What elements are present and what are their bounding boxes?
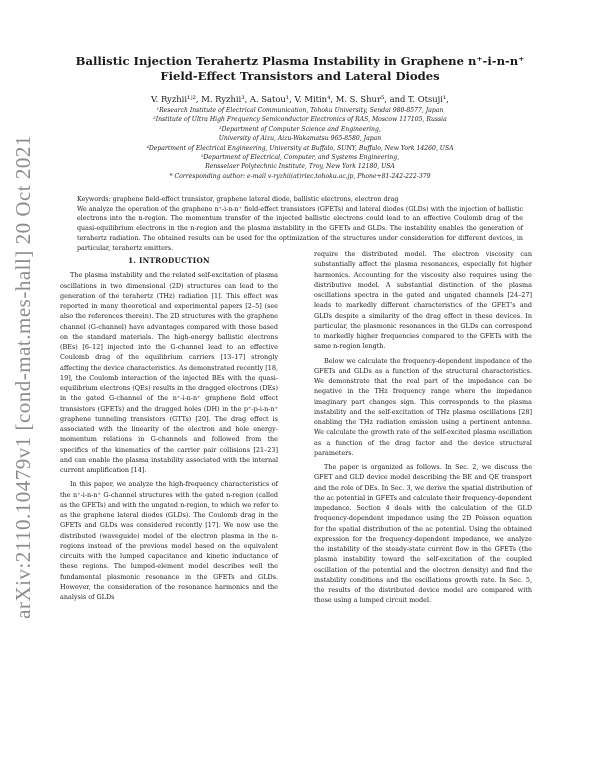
paragraph: The paper is organized as follows. In Sec. 2, we discuss the GFET and GLD device model describing the BE and QE transport and the role of DEs. In Sec. 3, we derive the spatial distribution of the ac potential in GFETs and calculate their frequency-dependent impedance. Section 4 deals with the calculation of the GLD frequency-dependent impedance using the 2D Poisson equation for the spatial distribution of the ac potential. Using the obtained expression for the frequency-dependent impedance, we analyze the instability of the steady-state current flow in the GFETs (the plasma instability toward the self-excitation of the coupled oscillation of the potential and the electron density) and find the instability conditions and the oscillations growth rate. In Sec. 5, the results of the distributed device model are compared with those using a lumped circuit model. — [314, 463, 532, 605]
paragraph: The plasma instability and the related self-excitation of plasma oscillations in two dimensional (2D) structures can lead to the generation of the terahertz (THz) radiation [1]. This effect was reported in many theoretical and experimental papers [2–5] (see also the references therein). The 2D structures with the graphene channel (G-channel) have advantages compared with those based on the standard materials. The high-energy ballistic electrons (BEs) [6–12] injected into the G-channel lead to an effective Coulomb drag of the equilibrium carriers [13–17] strongly affecting the device characteristics. As demonstrated recently [18, 19], the Coulomb interaction of the injected BEs with the quasi-equilibrium electrons (QEs) results in the dragged electrons (DEs) in the gated G-channel of the n⁺-i-n-n⁺ graphene field effect transistors (GFETs) and the dragged holes (DH) in the p⁺-p-i-n-n⁺ graphene tunneling transistors (GTTs) [20]. The drag effect is associated with the linearity of the electron and hole energy-momentum relations in G-channels and followed from the specifics of the kinematics of the carrier pair collisions [21–23] and can enable the plasma instability associated with the internal current amplification [14]. — [60, 271, 279, 474]
affiliation-line: ²Institute of Ultra High Frequency Semiconductor Electronics of RAS, Moscow 117105, Russia — [153, 116, 447, 124]
paper-title: Ballistic Injection Terahertz Plasma Instability in Graphene n⁺-i-n-n⁺ Field-Effect Transistors and Lateral Diodes — [75, 54, 525, 83]
author-list: V. Ryzhii¹ʲ², M. Ryzhii³, A. Satou¹, V. Mitin⁴, M. S. Shur⁵, and T. Otsuji¹, — [151, 94, 449, 104]
abstract-text: We analyze the operation of the graphene n⁺-i-n-n⁺ field-effect transistors (GFETs) and lateral diodes (GLDs) with the injection of ballistic electrons into the n-region. The momentum transfer of the injected ballistic electrons could lead to an effective Coulomb drag of the quasi-equilibrium electrons in the n-region and the plasma instability in the GFETs and GLDs. The instability enables the generation of terahertz radiation. The obtained results can be used for the optimization of the structures under consideration for different devices, in particular, terahertz emitters. — [77, 205, 523, 252]
keywords: Keywords: graphene field-effect transistor, graphene lateral diode, ballistic electrons, electron drag — [77, 196, 399, 203]
affiliations — [60, 106, 540, 181]
section-heading: 1. INTRODUCTION — [128, 256, 210, 265]
abstract — [77, 195, 523, 253]
affiliation-line: ⁴Department of Electrical Engineering, University at Buffalo, SUNY, Buffalo, New York 14260, USA — [146, 144, 454, 152]
affiliation-line: ⁵Department of Electrical, Computer, and Systems Engineering, — [200, 154, 400, 162]
affiliation-line: ¹Research Institute of Electrical Communication, Tohoku University, Sendai 980-8577, Japan — [156, 107, 444, 114]
affiliation-line: ³Department of Computer Science and Engineering, — [219, 125, 381, 133]
left-column — [60, 256, 278, 602]
arxiv-identifier: arXiv:2110.10479v1 [cond-mat.mes-hall] 20 Oct 2021 — [11, 135, 35, 619]
corresponding-author: * Corresponding author: e-mail v-ryzhii(at)riec.tohoku.ac.jp, Phone+81-242-222-379 — [169, 172, 431, 180]
right-column — [314, 249, 532, 606]
paragraph: Below we calculate the frequency-dependent impedance of the GFETs and GLDs as a function of the structural characteristics. We demonstrate that the real part of the impedance can be negative in the THz frequency range where the impedance imaginary part changes sign. This corresponds to the plasma instability and the self-excitation of THz plasma oscillations [28] enabling the THz radiation emission using a pertinent antenna. We calculate the growth rate of the self-excited plasma oscillation as a function of the drag factor and the device structural parameters. — [314, 356, 532, 457]
paragraph: require the distributed model. The electron viscosity can substantially affect the plasma resonances, especially fot higher harmonics. Accounting for the viscosity also requires using the distributive model. A substantial distinction of the plasma oscillations spectra in the gated and ungated channels [24–27] leads to markedly different characteristics of the GFET’s and GLDs despite a similarity of the drag effect in these devices. In particular, the plasmonic resonances in the GLDs can correspond to markedly higher frequencies compared to the GFETs with the same n-region length. — [314, 250, 532, 351]
affiliation-line: University of Aizu, Aizu-Wakamatsu 965-8580, Japan — [218, 135, 382, 143]
affiliation-line: Rensselaer Polytechnic Institute, Troy, New York 12180, USA — [205, 163, 395, 171]
paragraph: In this paper, we analyze the high-frequency characteristics of the n⁺-i-n-n⁺ G-channel structures with the gated n-region (called as the GFETs) and with the ungated n-region, to which we refer to as the graphene lateral diodes (GLDs). The Coulomb drag in the GFETs and GLDs was considered recently [17]. We now use the distributed (waveguide) model of the electron plasma in the n-regions instead of the previous model based on the equivalent circuits with the lumped capacitance and kinetic inductance of these regions. The lumped-element model describes well the fundamental plasmonic resonance in the GFETs and GLDs. However, the consideration of the resonance harmonics and the analysis of GLDs — [60, 480, 278, 601]
